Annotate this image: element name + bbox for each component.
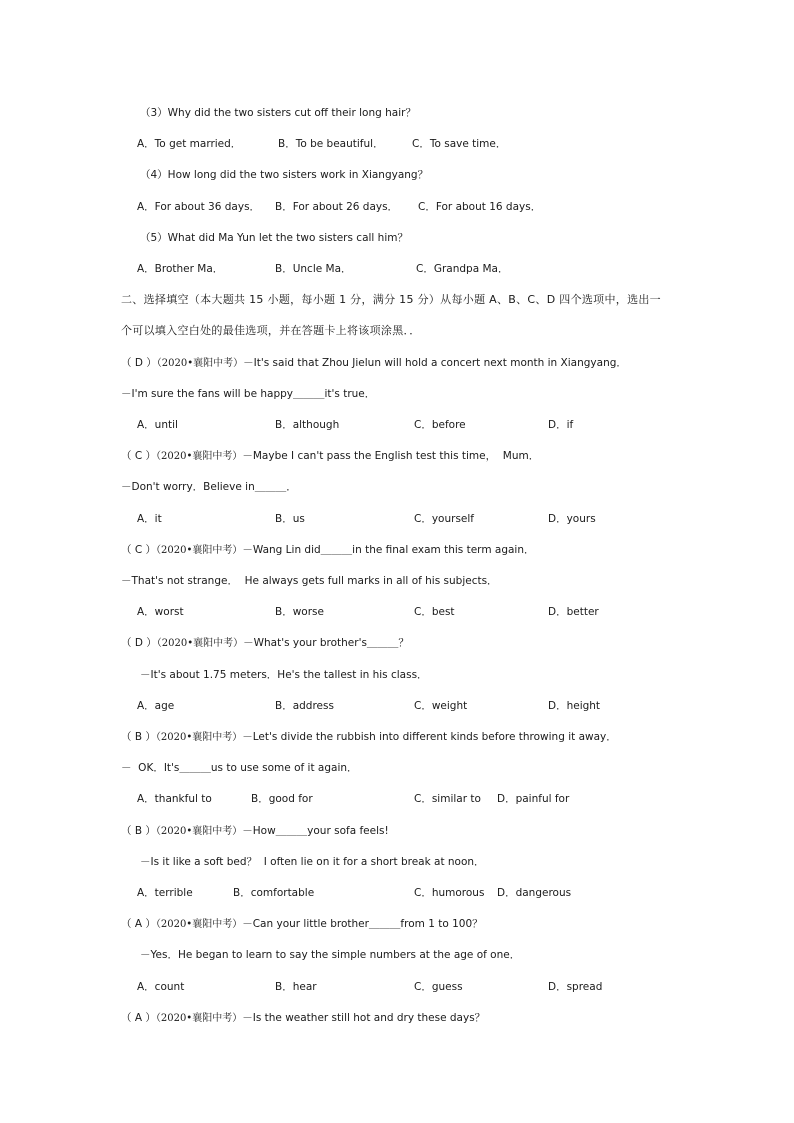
item-4-reply: －It's about 1.75 meters．He's the tallest in his class． bbox=[140, 669, 428, 681]
q4-option-b: B．For about 26 days． bbox=[275, 201, 399, 213]
item-3-option-b: B．worse bbox=[275, 606, 324, 618]
item-6-stem: （ B ）（2020•襄阳中考）－How＿＿＿your sofa feels! bbox=[121, 825, 389, 837]
item-2-option-a: A．it bbox=[137, 513, 162, 525]
source-tag: （2020•襄阳中考） bbox=[155, 919, 243, 930]
answer-mark: （ A ） bbox=[121, 1012, 156, 1024]
answer-mark: （ C ） bbox=[121, 544, 157, 556]
source-tag: （2020•襄阳中考） bbox=[156, 545, 243, 556]
item-7-option-c: C．guess bbox=[414, 981, 463, 993]
item-5-option-b: B．good for bbox=[251, 793, 313, 805]
q3-option-a: A．To get married． bbox=[137, 138, 242, 150]
item-1-option-a: A．until bbox=[137, 419, 178, 431]
source-tag: （2020•襄阳中考） bbox=[156, 358, 244, 369]
source-tag: （2020•襄阳中考） bbox=[155, 1013, 243, 1024]
item-6-option-a: A．terrible bbox=[137, 887, 193, 899]
item-6-option-b: B．comfortable bbox=[233, 887, 315, 899]
item-2-option-c: C．yourself bbox=[414, 513, 474, 525]
question-4: （4）How long did the two sisters work in Xiangyang？ bbox=[140, 169, 429, 181]
item-3-option-c: C．best bbox=[414, 606, 455, 618]
question-5: （5）What did Ma Yun let the two sisters call him？ bbox=[140, 232, 408, 244]
item-3-option-a: A．worst bbox=[137, 606, 184, 618]
item-3-reply: －That's not strange． He always gets full marks in all of his subjects． bbox=[121, 575, 498, 587]
item-4-option-b: B．address bbox=[275, 700, 334, 712]
item-6-reply: －Is it like a soft bed？ I often lie on it for a short break at noon． bbox=[140, 856, 485, 868]
answer-mark: （ C ） bbox=[121, 450, 157, 462]
item-5-option-d: D．painful for bbox=[497, 793, 570, 805]
item-1-reply: －I'm sure the fans will be happy＿＿＿it's true． bbox=[121, 388, 376, 400]
source-tag: （2020•襄阳中考） bbox=[156, 638, 244, 649]
section-heading-line-1: 二、选择填空（本大题共 15 小题，每小题 1 分，满分 15 分）从每小题 A、B、C、D 四个选项中，选出一 bbox=[121, 293, 661, 306]
item-4-stem: （ D ）（2020•襄阳中考）－What's your brother's＿＿＿？ bbox=[121, 637, 409, 649]
q4-option-a: A．For about 36 days． bbox=[137, 201, 261, 213]
source-tag: （2020•襄阳中考） bbox=[155, 826, 243, 837]
answer-mark: （ B ） bbox=[121, 731, 156, 743]
item-5-stem: （ B ）（2020•襄阳中考）－Let's divide the rubbish into different kinds before throwing it away． bbox=[121, 731, 617, 743]
answer-mark: （ B ） bbox=[121, 825, 156, 837]
section-heading-line-2: 个可以填入空白处的最佳选项，并在答题卡上将该项涂黑．． bbox=[121, 324, 421, 337]
q4-option-c: C．For about 16 days． bbox=[418, 201, 542, 213]
item-5-option-c: C．similar to bbox=[414, 793, 481, 805]
source-tag: （2020•襄阳中考） bbox=[156, 451, 243, 462]
item-1-option-c: C．before bbox=[414, 419, 466, 431]
item-3-option-d: D．better bbox=[548, 606, 599, 618]
item-7-reply: －Yes．He began to learn to say the simple numbers at the age of one． bbox=[140, 949, 521, 961]
item-7-stem: （ A ）（2020•襄阳中考）－Can your little brother＿＿＿from 1 to 100？ bbox=[121, 918, 483, 930]
item-2-option-d: D．yours bbox=[548, 513, 596, 525]
item-7-option-b: B．hear bbox=[275, 981, 317, 993]
item-4-option-d: D．height bbox=[548, 700, 601, 712]
item-1-stem: （ D ）（2020•襄阳中考）－It's said that Zhou Jielun will hold a concert next month in Xiangyang． bbox=[121, 357, 627, 369]
item-7-option-a: A．count bbox=[137, 981, 185, 993]
item-2-option-b: B．us bbox=[275, 513, 305, 525]
question-3: （3）Why did the two sisters cut off their long hair？ bbox=[140, 107, 416, 119]
item-4-option-a: A．age bbox=[137, 700, 175, 712]
item-1-option-b: B．although bbox=[275, 419, 340, 431]
item-3-stem: （ C ）（2020•襄阳中考）－Wang Lin did＿＿＿in the final exam this term again． bbox=[121, 544, 535, 556]
item-5-reply: － OK．It's＿＿＿us to use some of it again． bbox=[121, 762, 358, 774]
q5-option-c: C．Grandpa Ma． bbox=[416, 263, 509, 275]
q5-option-b: B．Uncle Ma． bbox=[275, 263, 352, 275]
item-4-option-c: C．weight bbox=[414, 700, 468, 712]
item-6-option-c: C．humorous bbox=[414, 887, 485, 899]
item-1-option-d: D．if bbox=[548, 419, 574, 431]
item-5-option-a: A．thankful to bbox=[137, 793, 212, 805]
answer-mark: （ D ） bbox=[121, 637, 157, 649]
item-7-option-d: D．spread bbox=[548, 981, 603, 993]
answer-mark: （ D ） bbox=[121, 357, 157, 369]
answer-mark: （ A ） bbox=[121, 918, 156, 930]
q5-option-a: A．Brother Ma． bbox=[137, 263, 224, 275]
item-6-option-d: D．dangerous bbox=[497, 887, 572, 899]
q3-option-b: B．To be beautiful． bbox=[278, 138, 384, 150]
item-2-stem: （ C ）（2020•襄阳中考）－Maybe I can't pass the English test this time， Mum． bbox=[121, 450, 540, 462]
item-2-reply: －Don't worry．Believe in＿＿＿． bbox=[121, 481, 297, 493]
item-8-stem: （ A ）（2020•襄阳中考）－Is the weather still hot and dry these days？ bbox=[121, 1012, 486, 1024]
q3-option-c: C．To save time． bbox=[412, 138, 507, 150]
source-tag: （2020•襄阳中考） bbox=[155, 732, 243, 743]
